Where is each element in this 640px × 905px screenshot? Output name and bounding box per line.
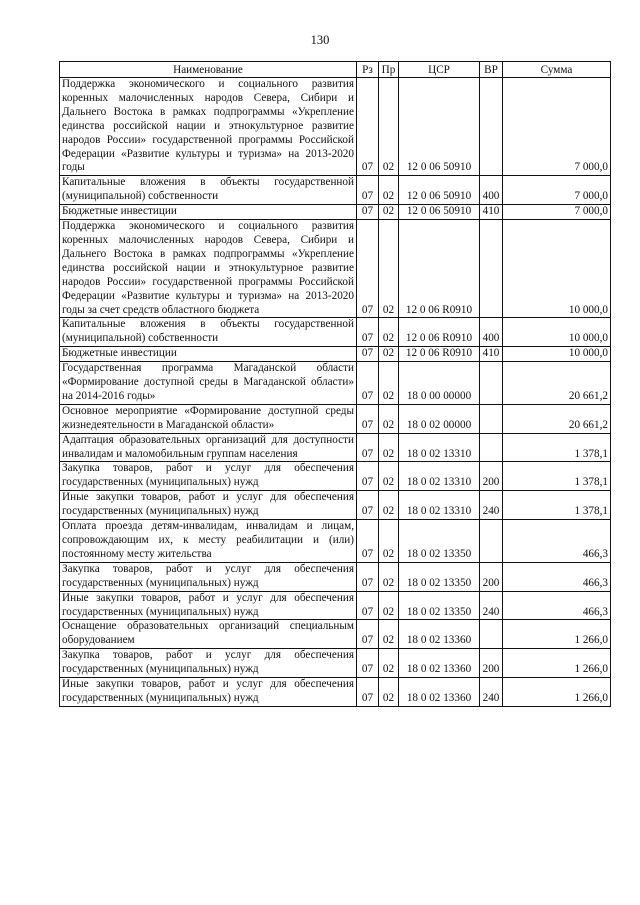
- row-csr: 12 0 06 R0910: [399, 220, 480, 318]
- row-pr: 02: [379, 562, 399, 591]
- row-sum: 1 378,1: [503, 491, 611, 520]
- row-name: Капитальные вложения в объекты государственной (муниципальной) собственности: [60, 318, 357, 347]
- row-sum: 20 661,2: [503, 362, 611, 405]
- row-sum: 1 266,0: [503, 649, 611, 678]
- table-row: [60, 620, 611, 649]
- row-pr: 02: [379, 404, 399, 433]
- table-row: [60, 433, 611, 462]
- row-name: Оплата проезда детям-инвалидам, инвалидам и лицам, сопровождающим их, к месту реабилитации и (или) постоянному месту жительства: [60, 520, 357, 563]
- row-csr: 18 0 02 13360: [399, 678, 480, 707]
- row-sum: 10 000,0: [503, 347, 611, 362]
- row-csr: 18 0 02 13350: [399, 520, 480, 563]
- header-name: Наименование: [60, 62, 357, 78]
- row-vr: 240: [480, 591, 503, 620]
- row-csr: 18 0 02 13360: [399, 649, 480, 678]
- row-rz: 07: [357, 347, 379, 362]
- row-rz: 07: [357, 318, 379, 347]
- table-row: [60, 78, 611, 176]
- row-pr: 02: [379, 591, 399, 620]
- row-vr: 240: [480, 491, 503, 520]
- row-csr: 18 0 02 13350: [399, 562, 480, 591]
- row-name: Оснащение образовательных организаций специальным оборудованием: [60, 620, 357, 649]
- row-csr: 12 0 06 R0910: [399, 347, 480, 362]
- table-row: [60, 176, 611, 205]
- row-rz: 07: [357, 433, 379, 462]
- row-vr: [480, 404, 503, 433]
- row-name: Поддержка экономического и социального развития коренных малочисленных народов Севера, Сибири и Дальнего Востока в рамках подпрограммы «Укрепление единства российской нации и этнокультурное развитие народов России» государственной программы Российской Федерации «Развитие культуры и туризма» на 2013-2020 годы: [60, 78, 357, 176]
- row-vr: 240: [480, 678, 503, 707]
- row-rz: 07: [357, 176, 379, 205]
- row-csr: 18 0 02 13310: [399, 491, 480, 520]
- row-vr: 410: [480, 347, 503, 362]
- row-name: Адаптация образовательных организаций для доступности инвалидам и маломобильным группам населения: [60, 433, 357, 462]
- row-csr: 12 0 06 R0910: [399, 318, 480, 347]
- row-pr: 02: [379, 205, 399, 220]
- row-csr: 12 0 06 50910: [399, 205, 480, 220]
- row-csr: 18 0 02 13350: [399, 591, 480, 620]
- row-name: Бюджетные инвестиции: [60, 347, 357, 362]
- row-name: Закупка товаров, работ и услуг для обеспечения государственных (муниципальных) нужд: [60, 649, 357, 678]
- row-sum: 466,3: [503, 591, 611, 620]
- table-row: [60, 362, 611, 405]
- row-rz: 07: [357, 462, 379, 491]
- row-vr: 410: [480, 205, 503, 220]
- header-vr: ВР: [480, 62, 503, 78]
- header-csr: ЦСР: [399, 62, 480, 78]
- row-vr: [480, 433, 503, 462]
- row-pr: 02: [379, 318, 399, 347]
- row-pr: 02: [379, 491, 399, 520]
- row-sum: 20 661,2: [503, 404, 611, 433]
- row-rz: 07: [357, 362, 379, 405]
- row-rz: 07: [357, 520, 379, 563]
- row-rz: 07: [357, 591, 379, 620]
- row-pr: 02: [379, 433, 399, 462]
- row-name: Капитальные вложения в объекты государственной (муниципальной) собственности: [60, 176, 357, 205]
- row-rz: 07: [357, 220, 379, 318]
- table-row: [60, 649, 611, 678]
- row-rz: 07: [357, 404, 379, 433]
- row-vr: [480, 220, 503, 318]
- row-vr: [480, 520, 503, 563]
- table-row: [60, 678, 611, 707]
- row-rz: 07: [357, 649, 379, 678]
- row-rz: 07: [357, 491, 379, 520]
- row-pr: 02: [379, 520, 399, 563]
- row-sum: 7 000,0: [503, 176, 611, 205]
- row-csr: 18 0 00 00000: [399, 362, 480, 405]
- row-name: Закупка товаров, работ и услуг для обеспечения государственных (муниципальных) нужд: [60, 462, 357, 491]
- row-vr: 400: [480, 318, 503, 347]
- row-pr: 02: [379, 176, 399, 205]
- row-rz: 07: [357, 562, 379, 591]
- table-row: [60, 520, 611, 563]
- row-pr: 02: [379, 220, 399, 318]
- table-row: [60, 318, 611, 347]
- row-csr: 18 0 02 13310: [399, 462, 480, 491]
- row-sum: 1 266,0: [503, 620, 611, 649]
- row-vr: 200: [480, 562, 503, 591]
- row-csr: 18 0 02 13310: [399, 433, 480, 462]
- row-sum: 7 000,0: [503, 205, 611, 220]
- header-pr: Пр: [379, 62, 399, 78]
- row-rz: 07: [357, 620, 379, 649]
- table-row: [60, 491, 611, 520]
- row-rz: 07: [357, 678, 379, 707]
- row-rz: 07: [357, 78, 379, 176]
- row-sum: 466,3: [503, 562, 611, 591]
- row-csr: 12 0 06 50910: [399, 78, 480, 176]
- row-vr: 400: [480, 176, 503, 205]
- page-number: 130: [310, 33, 330, 47]
- row-pr: 02: [379, 78, 399, 176]
- row-name: Поддержка экономического и социального развития коренных малочисленных народов Севера, Сибири и Дальнего Востока в рамках подпрограммы «Укрепление единства российской нации и этнокультурное развитие народов России» государственной программы Российской Федерации «Развитие культуры и туризма» на 2013-2020 годы за счет средств областного бюджета: [60, 220, 357, 318]
- row-name: Иные закупки товаров, работ и услуг для обеспечения государственных (муниципальных) нужд: [60, 678, 357, 707]
- row-sum: 7 000,0: [503, 78, 611, 176]
- table-row: [60, 462, 611, 491]
- row-pr: 02: [379, 462, 399, 491]
- row-pr: 02: [379, 649, 399, 678]
- row-vr: [480, 620, 503, 649]
- row-vr: [480, 78, 503, 176]
- table-header-row: [60, 62, 611, 78]
- row-name: Бюджетные инвестиции: [60, 205, 357, 220]
- row-name: Государственная программа Магаданской области «Формирование доступной среды в Магаданской области» на 2014-2016 годы»: [60, 362, 357, 405]
- row-csr: 12 0 06 50910: [399, 176, 480, 205]
- row-pr: 02: [379, 347, 399, 362]
- row-csr: 18 0 02 13360: [399, 620, 480, 649]
- row-sum: 1 266,0: [503, 678, 611, 707]
- row-name: Иные закупки товаров, работ и услуг для обеспечения государственных (муниципальных) нужд: [60, 591, 357, 620]
- row-sum: 1 378,1: [503, 433, 611, 462]
- table-row: [60, 591, 611, 620]
- header-rz: Рз: [357, 62, 379, 78]
- row-vr: 200: [480, 649, 503, 678]
- header-sum: Сумма: [503, 62, 611, 78]
- table-row: [60, 205, 611, 220]
- row-vr: [480, 362, 503, 405]
- row-pr: 02: [379, 678, 399, 707]
- row-name: Закупка товаров, работ и услуг для обеспечения государственных (муниципальных) нужд: [60, 562, 357, 591]
- budget-table: [59, 61, 611, 707]
- row-sum: 1 378,1: [503, 462, 611, 491]
- row-vr: 200: [480, 462, 503, 491]
- row-pr: 02: [379, 362, 399, 405]
- table-row: [60, 347, 611, 362]
- row-sum: 466,3: [503, 520, 611, 563]
- row-sum: 10 000,0: [503, 220, 611, 318]
- row-name: Иные закупки товаров, работ и услуг для обеспечения государственных (муниципальных) нужд: [60, 491, 357, 520]
- table-row: [60, 404, 611, 433]
- table-row: [60, 562, 611, 591]
- row-sum: 10 000,0: [503, 318, 611, 347]
- table-row: [60, 220, 611, 318]
- row-name: Основное мероприятие «Формирование доступной среды жизнедеятельности в Магаданской области»: [60, 404, 357, 433]
- row-rz: 07: [357, 205, 379, 220]
- row-csr: 18 0 02 00000: [399, 404, 480, 433]
- row-pr: 02: [379, 620, 399, 649]
